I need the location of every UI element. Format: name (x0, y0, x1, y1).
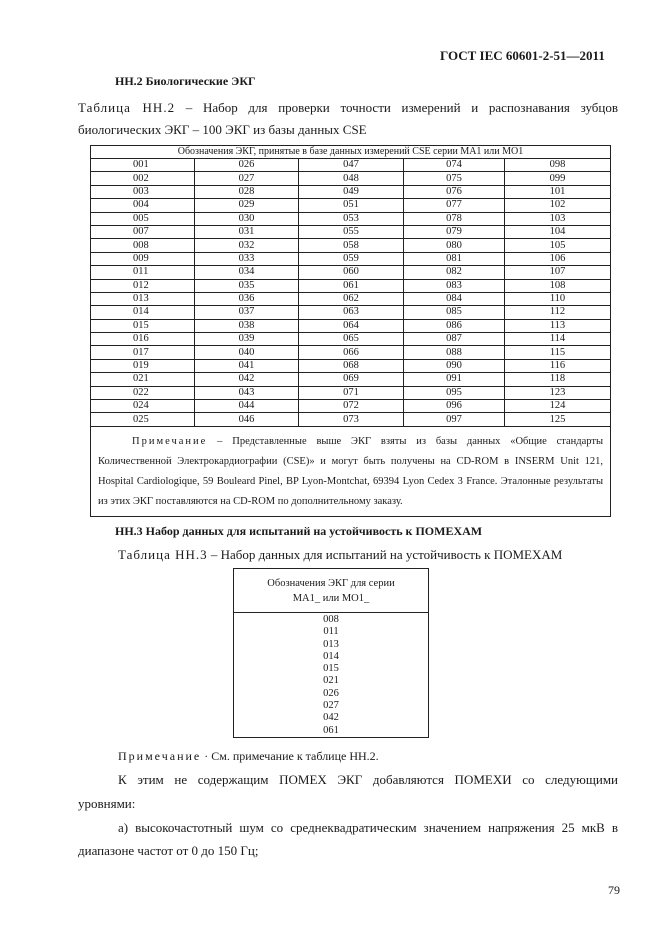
table-cell: 091 (404, 373, 505, 386)
note-text: · См. примечание к таблице НН.2. (201, 749, 379, 763)
table-cell: 080 (404, 239, 505, 252)
table-cell: 049 (299, 185, 404, 198)
table-header (234, 569, 428, 613)
table-cell: 097 (404, 413, 505, 426)
table-header-line2: МА1_ или МО1_ (292, 593, 370, 604)
list-item: 042 (323, 712, 339, 724)
table-cell: 038 (195, 319, 299, 332)
table-row (91, 319, 611, 332)
table-caption-label: Таблица НН.2 (78, 100, 176, 115)
table-row (91, 279, 611, 292)
paragraph-2-line1: а) высокочастотный шум со среднеквадратическим значением напряжения 25 мкВ в (118, 820, 618, 835)
table-cell: 066 (299, 346, 404, 359)
table-row (91, 346, 611, 359)
table-cell: 079 (404, 225, 505, 238)
list-item: 011 (323, 626, 339, 638)
table-cell: 124 (505, 400, 611, 413)
table-caption-hh2-line1 (78, 100, 618, 116)
table-cell: 040 (195, 346, 299, 359)
table-cell: 055 (299, 225, 404, 238)
table-cell: 025 (91, 413, 195, 426)
table-cell: 105 (505, 239, 611, 252)
table-row (91, 266, 611, 279)
table-cell: 081 (404, 252, 505, 265)
list-item: 013 (323, 638, 339, 650)
note-label: Примечание (118, 749, 202, 763)
table-cell: 076 (404, 185, 505, 198)
table-cell: 103 (505, 212, 611, 225)
list-item: 014 (323, 650, 339, 662)
table-cell: 110 (505, 292, 611, 305)
table-cell: 011 (91, 266, 195, 279)
table-cell: 046 (195, 413, 299, 426)
table-cell: 001 (91, 159, 195, 172)
table-cell: 005 (91, 212, 195, 225)
note-hh3 (118, 749, 379, 764)
table-cell: 078 (404, 212, 505, 225)
table-cell: 068 (299, 359, 404, 372)
table-row (91, 159, 611, 172)
table-cell: 043 (195, 386, 299, 399)
page-number: 79 (608, 883, 620, 897)
table-cell: 036 (195, 292, 299, 305)
table-cell: 044 (195, 400, 299, 413)
table-caption-label: Таблица НН.3 (118, 547, 208, 562)
table-cell: 064 (299, 319, 404, 332)
table-cell: 013 (91, 292, 195, 305)
table-cell: 019 (91, 359, 195, 372)
table-cell: 113 (505, 319, 611, 332)
list-item: 021 (323, 675, 339, 687)
table-row (91, 172, 611, 185)
section-heading-hh3: НН.3 Набор данных для испытаний на устойчивость к ПОМЕХАМ (115, 524, 483, 538)
table-cell: 048 (299, 172, 404, 185)
table-cell: 015 (91, 319, 195, 332)
table-cell: 053 (299, 212, 404, 225)
table-cell: 069 (299, 373, 404, 386)
table-cell: 104 (505, 225, 611, 238)
table-row (91, 413, 611, 426)
document-code: ГОСТ IEC 60601-2-51—2011 (440, 48, 605, 63)
paragraph-1-line2: уровнями: (78, 796, 136, 811)
table-cell: 123 (505, 386, 611, 399)
table-cell: 007 (91, 225, 195, 238)
table-row (91, 212, 611, 225)
table-row (91, 199, 611, 212)
table-cell: 106 (505, 252, 611, 265)
paragraph-1-line1: К этим не содержащим ПОМЕХ ЭКГ добавляются ПОМЕХИ со следующими (118, 772, 618, 787)
table-cell: 017 (91, 346, 195, 359)
table-caption-text: – Набор для проверки точности измерений и распознавания зубцов (175, 100, 618, 115)
table-cell: 033 (195, 252, 299, 265)
table-cell: 032 (195, 239, 299, 252)
table-cell: 115 (505, 346, 611, 359)
table-cell: 062 (299, 292, 404, 305)
table-cell: 027 (195, 172, 299, 185)
table-cell: 098 (505, 159, 611, 172)
table-cell: 012 (91, 279, 195, 292)
table-cell: 009 (91, 252, 195, 265)
table-cell: 102 (505, 199, 611, 212)
table-hh3 (233, 568, 429, 738)
table-cell: 034 (195, 266, 299, 279)
table-cell: 088 (404, 346, 505, 359)
table-cell: 071 (299, 386, 404, 399)
table-cell: 065 (299, 333, 404, 346)
list-item: 061 (323, 724, 339, 736)
table-cell: 014 (91, 306, 195, 319)
table-row (91, 333, 611, 346)
table-cell: 075 (404, 172, 505, 185)
table-cell: 003 (91, 185, 195, 198)
table-cell: 016 (91, 333, 195, 346)
table-cell: 082 (404, 266, 505, 279)
table-cell: 085 (404, 306, 505, 319)
table-cell: 090 (404, 359, 505, 372)
table-cell: 029 (195, 199, 299, 212)
table-cell: 112 (505, 306, 611, 319)
note-text: – Представленные выше ЭКГ взяты из базы данных «Общие стандарты Количественной Электрокардиографии (CSE)» и могут быть получены на CD-ROM в INSERM Unit 121, Hospital Cardiologique, 59 Bouleard Pinel, BP Lyon-Montchat, 69394 Lyon Cedex 3 France. Эталонные результаты из этих ЭКГ поставляются на CD-ROM по дополнительному заказу. (98, 435, 604, 507)
table-row (91, 239, 611, 252)
table-row (91, 225, 611, 238)
table-cell: 083 (404, 279, 505, 292)
table-cell: 114 (505, 333, 611, 346)
table-cell: 107 (505, 266, 611, 279)
table-cell: 099 (505, 172, 611, 185)
table-cell: 061 (299, 279, 404, 292)
table-body (234, 613, 428, 737)
table-cell: 101 (505, 185, 611, 198)
table-cell: 041 (195, 359, 299, 372)
list-item: 027 (323, 700, 339, 712)
table-cell: 116 (505, 359, 611, 372)
table-cell: 028 (195, 185, 299, 198)
table-cell: 031 (195, 225, 299, 238)
table-cell: 087 (404, 333, 505, 346)
table-cell: 047 (299, 159, 404, 172)
table-cell: 022 (91, 386, 195, 399)
table-note (91, 426, 611, 516)
table-cell: 024 (91, 400, 195, 413)
table-cell: 074 (404, 159, 505, 172)
table-caption-text: – Набор данных для испытаний на устойчивость к ПОМЕХАМ (207, 547, 563, 562)
table-cell: 060 (299, 266, 404, 279)
table-cell: 073 (299, 413, 404, 426)
list-item: 015 (323, 663, 339, 675)
table-body (91, 159, 611, 427)
table-cell: 035 (195, 279, 299, 292)
table-cell: 059 (299, 252, 404, 265)
table-header: Обозначения ЭКГ, принятые в базе данных измерений CSE серии МА1 или МО1 (91, 146, 611, 159)
table-cell: 021 (91, 373, 195, 386)
table-cell: 086 (404, 319, 505, 332)
table-cell: 008 (91, 239, 195, 252)
table-row (91, 359, 611, 372)
table-cell: 058 (299, 239, 404, 252)
table-cell: 077 (404, 199, 505, 212)
table-hh2 (90, 145, 611, 517)
table-row (91, 373, 611, 386)
table-cell: 125 (505, 413, 611, 426)
paragraph-2-line2: диапазоне частот от 0 до 150 Гц; (78, 843, 259, 858)
list-item: 026 (323, 687, 339, 699)
table-cell: 039 (195, 333, 299, 346)
table-cell: 095 (404, 386, 505, 399)
table-cell: 063 (299, 306, 404, 319)
list-item: 008 (323, 614, 339, 625)
table-cell: 108 (505, 279, 611, 292)
table-cell: 072 (299, 400, 404, 413)
table-cell: 030 (195, 212, 299, 225)
table-caption-hh3 (118, 547, 562, 563)
table-cell: 026 (195, 159, 299, 172)
table-row (91, 252, 611, 265)
table-row (91, 386, 611, 399)
table-cell: 084 (404, 292, 505, 305)
table-header-line1: Обозначения ЭКГ для серии (267, 578, 395, 589)
table-cell: 096 (404, 400, 505, 413)
table-cell: 002 (91, 172, 195, 185)
table-cell: 051 (299, 199, 404, 212)
table-cell: 037 (195, 306, 299, 319)
table-row (91, 185, 611, 198)
note-label: Примечание (132, 435, 208, 447)
table-caption-hh2-line2: биологических ЭКГ – 100 ЭКГ из базы данных CSE (78, 122, 367, 137)
table-cell: 118 (505, 373, 611, 386)
table-cell: 042 (195, 373, 299, 386)
table-cell: 004 (91, 199, 195, 212)
section-heading-hh2: НН.2 Биологические ЭКГ (115, 74, 256, 88)
table-row (91, 400, 611, 413)
table-row (91, 292, 611, 305)
table-row (91, 306, 611, 319)
